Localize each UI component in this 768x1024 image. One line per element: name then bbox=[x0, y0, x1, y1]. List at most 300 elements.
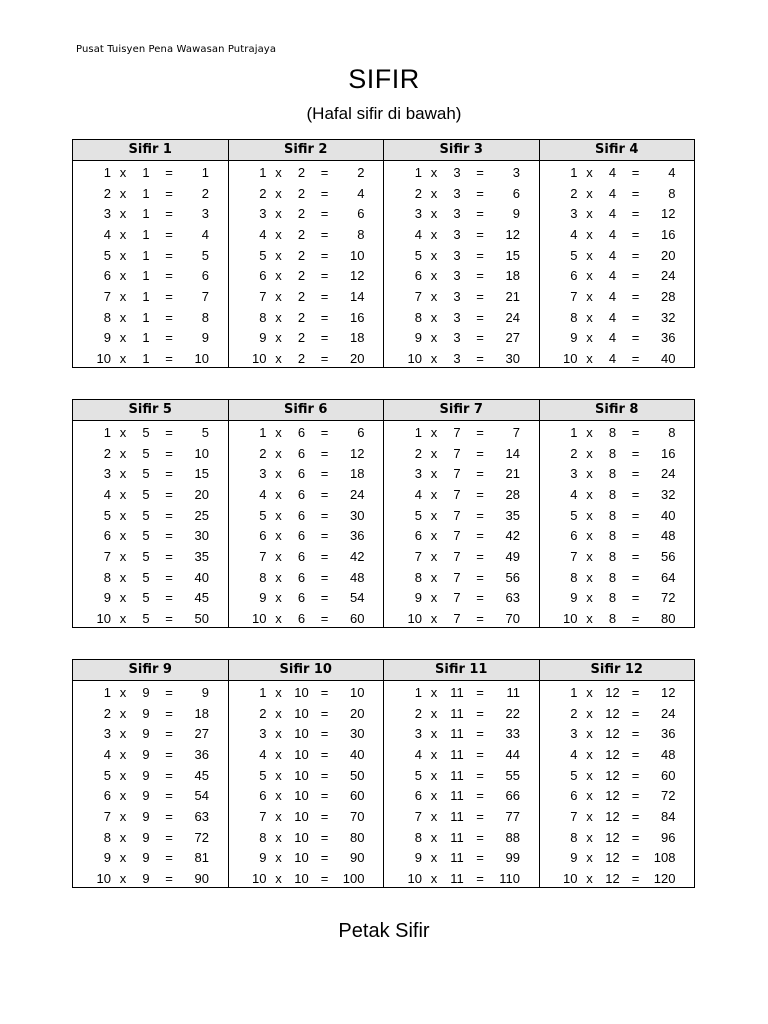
product: 8 bbox=[668, 424, 676, 440]
product: 15 bbox=[505, 247, 520, 263]
table-row bbox=[540, 525, 695, 546]
times-table-rows bbox=[540, 681, 695, 889]
multiplicand: 1 bbox=[142, 226, 150, 242]
table-row bbox=[229, 286, 384, 307]
multiplier: 1 bbox=[103, 684, 111, 700]
equals-sign: = bbox=[320, 788, 329, 804]
multiplicand: 9 bbox=[142, 767, 150, 783]
equals-sign: = bbox=[631, 507, 640, 523]
equals-sign: = bbox=[165, 569, 173, 585]
multiplier: 4 bbox=[570, 746, 578, 762]
times-sign: x bbox=[430, 351, 438, 367]
times-sign: x bbox=[586, 330, 593, 346]
times-sign: x bbox=[586, 611, 593, 627]
product: 35 bbox=[194, 548, 209, 564]
equals-sign: = bbox=[631, 684, 640, 700]
equals-sign: = bbox=[476, 850, 484, 866]
multiplicand: 10 bbox=[294, 705, 309, 721]
times-sign: x bbox=[430, 268, 438, 284]
product: 14 bbox=[350, 288, 365, 304]
page-title: SIFIR bbox=[348, 64, 420, 94]
multiplier: 4 bbox=[259, 226, 267, 242]
multiplicand: 5 bbox=[142, 486, 150, 502]
product: 6 bbox=[357, 206, 365, 222]
multiplicand: 9 bbox=[142, 726, 150, 742]
multiplicand: 12 bbox=[605, 871, 620, 887]
multiplier: 1 bbox=[103, 424, 111, 440]
equals-sign: = bbox=[476, 590, 484, 606]
product: 5 bbox=[201, 247, 209, 263]
multiplier: 6 bbox=[259, 528, 267, 544]
times-sign: x bbox=[275, 767, 282, 783]
table-row bbox=[540, 443, 695, 464]
multiplicand: 10 bbox=[294, 767, 309, 783]
product: 6 bbox=[201, 268, 209, 284]
multiplicand: 8 bbox=[608, 466, 617, 482]
table-row bbox=[384, 203, 539, 224]
product: 9 bbox=[512, 206, 520, 222]
table-row bbox=[229, 505, 384, 526]
multiplicand: 1 bbox=[142, 330, 150, 346]
times-sign: x bbox=[119, 445, 127, 461]
product: 40 bbox=[661, 507, 676, 523]
multiplicand: 7 bbox=[453, 590, 461, 606]
times-sign: x bbox=[586, 226, 593, 242]
product: 72 bbox=[194, 829, 209, 845]
multiplicand: 8 bbox=[608, 548, 617, 564]
multiplicand: 2 bbox=[297, 268, 306, 284]
equals-sign: = bbox=[631, 226, 640, 242]
table-row bbox=[73, 505, 228, 526]
times-sign: x bbox=[275, 466, 282, 482]
times-table-rows bbox=[229, 681, 384, 889]
equals-sign: = bbox=[320, 829, 329, 845]
times-table bbox=[229, 140, 385, 367]
equals-sign: = bbox=[476, 206, 484, 222]
product: 6 bbox=[357, 424, 365, 440]
product: 33 bbox=[505, 726, 520, 742]
product: 36 bbox=[350, 528, 365, 544]
times-sign: x bbox=[275, 351, 282, 367]
equals-sign: = bbox=[631, 206, 640, 222]
multiplier: 8 bbox=[570, 309, 578, 325]
multiplicand: 4 bbox=[608, 164, 617, 180]
multiplicand: 4 bbox=[608, 247, 617, 263]
times-sign: x bbox=[275, 288, 282, 304]
table-row bbox=[229, 203, 384, 224]
table-row bbox=[229, 848, 384, 869]
table-row bbox=[540, 703, 695, 724]
times-table-heading: Sifir 7 bbox=[384, 400, 539, 421]
equals-sign: = bbox=[631, 466, 640, 482]
table-row bbox=[229, 723, 384, 744]
multiplicand: 7 bbox=[453, 507, 461, 523]
multiplier: 7 bbox=[103, 808, 111, 824]
equals-sign: = bbox=[476, 829, 484, 845]
times-sign: x bbox=[119, 829, 127, 845]
table-row bbox=[384, 744, 539, 765]
product: 48 bbox=[350, 569, 365, 585]
product: 24 bbox=[661, 268, 676, 284]
multiplier: 9 bbox=[259, 330, 267, 346]
times-table-heading: Sifir 11 bbox=[384, 660, 539, 681]
multiplicand: 9 bbox=[142, 850, 150, 866]
product: 24 bbox=[350, 486, 365, 502]
multiplicand: 6 bbox=[297, 466, 306, 482]
table-row bbox=[540, 463, 695, 484]
times-sign: x bbox=[430, 611, 438, 627]
table-group-3 bbox=[72, 659, 695, 888]
multiplicand: 5 bbox=[142, 507, 150, 523]
product: 55 bbox=[505, 767, 520, 783]
multiplicand: 4 bbox=[608, 351, 617, 367]
times-sign: x bbox=[586, 548, 593, 564]
table-row bbox=[384, 848, 539, 869]
multiplier: 5 bbox=[103, 247, 111, 263]
table-row bbox=[73, 785, 228, 806]
equals-sign: = bbox=[320, 528, 329, 544]
equals-sign: = bbox=[631, 829, 640, 845]
equals-sign: = bbox=[476, 185, 484, 201]
equals-sign: = bbox=[320, 288, 329, 304]
table-row bbox=[540, 744, 695, 765]
table-row bbox=[229, 785, 384, 806]
equals-sign: = bbox=[631, 268, 640, 284]
multiplier: 1 bbox=[570, 684, 578, 700]
table-row bbox=[229, 348, 384, 369]
times-table-heading: Sifir 10 bbox=[229, 660, 384, 681]
times-sign: x bbox=[275, 247, 282, 263]
equals-sign: = bbox=[631, 611, 640, 627]
product: 42 bbox=[505, 528, 520, 544]
product: 4 bbox=[357, 185, 365, 201]
equals-sign: = bbox=[476, 808, 484, 824]
table-row bbox=[384, 183, 539, 204]
equals-sign: = bbox=[631, 330, 640, 346]
multiplier: 1 bbox=[414, 684, 422, 700]
multiplicand: 8 bbox=[608, 569, 617, 585]
times-sign: x bbox=[586, 767, 593, 783]
multiplier: 2 bbox=[259, 705, 267, 721]
multiplicand: 2 bbox=[297, 288, 306, 304]
product: 27 bbox=[505, 330, 520, 346]
table-row bbox=[73, 224, 228, 245]
table-row bbox=[540, 567, 695, 588]
multiplicand: 5 bbox=[142, 466, 150, 482]
table-row bbox=[384, 525, 539, 546]
times-sign: x bbox=[430, 486, 438, 502]
times-sign: x bbox=[586, 871, 593, 887]
multiplier: 10 bbox=[96, 351, 111, 367]
multiplier: 3 bbox=[414, 206, 422, 222]
multiplicand: 9 bbox=[142, 788, 150, 804]
equals-sign: = bbox=[165, 309, 173, 325]
times-sign: x bbox=[275, 185, 282, 201]
table-row bbox=[384, 765, 539, 786]
table-row bbox=[229, 608, 384, 629]
table-row bbox=[229, 328, 384, 349]
times-sign: x bbox=[430, 569, 438, 585]
multiplier: 6 bbox=[103, 788, 111, 804]
table-row bbox=[229, 265, 384, 286]
multiplicand: 3 bbox=[453, 309, 461, 325]
table-row bbox=[73, 307, 228, 328]
table-row bbox=[540, 868, 695, 889]
table-row bbox=[229, 682, 384, 703]
times-sign: x bbox=[430, 445, 438, 461]
multiplier: 2 bbox=[259, 445, 267, 461]
multiplicand: 7 bbox=[453, 486, 461, 502]
table-row bbox=[73, 245, 228, 266]
multiplicand: 2 bbox=[297, 247, 306, 263]
equals-sign: = bbox=[631, 808, 640, 824]
multiplicand: 10 bbox=[294, 850, 309, 866]
multiplier: 1 bbox=[570, 424, 578, 440]
multiplicand: 10 bbox=[294, 829, 309, 845]
table-row bbox=[384, 806, 539, 827]
multiplier: 6 bbox=[570, 528, 578, 544]
times-sign: x bbox=[119, 528, 127, 544]
table-row bbox=[73, 265, 228, 286]
equals-sign: = bbox=[476, 611, 484, 627]
product: 45 bbox=[194, 767, 209, 783]
multiplier: 8 bbox=[414, 829, 422, 845]
times-sign: x bbox=[430, 507, 438, 523]
product: 60 bbox=[350, 611, 365, 627]
multiplicand: 5 bbox=[142, 590, 150, 606]
multiplicand: 3 bbox=[453, 164, 461, 180]
multiplier: 1 bbox=[259, 164, 267, 180]
times-sign: x bbox=[586, 486, 593, 502]
table-row bbox=[73, 682, 228, 703]
product: 96 bbox=[661, 829, 676, 845]
multiplicand: 3 bbox=[453, 288, 461, 304]
times-sign: x bbox=[586, 247, 593, 263]
multiplier: 9 bbox=[570, 850, 578, 866]
equals-sign: = bbox=[631, 164, 640, 180]
multiplicand: 11 bbox=[450, 850, 464, 866]
table-row bbox=[73, 806, 228, 827]
multiplicand: 8 bbox=[608, 528, 617, 544]
table-row bbox=[384, 868, 539, 889]
equals-sign: = bbox=[631, 726, 640, 742]
times-table bbox=[229, 400, 385, 627]
multiplicand: 7 bbox=[453, 548, 461, 564]
equals-sign: = bbox=[320, 569, 329, 585]
multiplier: 3 bbox=[103, 726, 111, 742]
equals-sign: = bbox=[631, 445, 640, 461]
equals-sign: = bbox=[320, 705, 329, 721]
product: 40 bbox=[350, 746, 365, 762]
product: 110 bbox=[499, 871, 520, 887]
multiplicand: 4 bbox=[608, 309, 617, 325]
multiplier: 10 bbox=[252, 871, 267, 887]
multiplicand: 5 bbox=[142, 424, 150, 440]
product: 32 bbox=[661, 486, 676, 502]
table-row bbox=[73, 286, 228, 307]
multiplicand: 3 bbox=[453, 226, 461, 242]
multiplier: 6 bbox=[570, 268, 578, 284]
times-sign: x bbox=[586, 850, 593, 866]
multiplicand: 12 bbox=[605, 684, 620, 700]
multiplier: 2 bbox=[103, 185, 111, 201]
multiplicand: 11 bbox=[450, 684, 464, 700]
product: 4 bbox=[668, 164, 676, 180]
equals-sign: = bbox=[320, 726, 329, 742]
multiplier: 1 bbox=[414, 164, 422, 180]
product: 77 bbox=[505, 808, 520, 824]
multiplier: 3 bbox=[570, 466, 578, 482]
multiplicand: 2 bbox=[297, 309, 306, 325]
product: 108 bbox=[653, 850, 676, 866]
multiplicand: 6 bbox=[297, 590, 306, 606]
times-sign: x bbox=[430, 185, 438, 201]
multiplicand: 5 bbox=[142, 569, 150, 585]
equals-sign: = bbox=[631, 548, 640, 564]
multiplier: 9 bbox=[259, 590, 267, 606]
equals-sign: = bbox=[631, 590, 640, 606]
equals-sign: = bbox=[320, 351, 329, 367]
multiplier: 6 bbox=[103, 528, 111, 544]
equals-sign: = bbox=[320, 268, 329, 284]
multiplier: 7 bbox=[414, 808, 422, 824]
product: 48 bbox=[661, 528, 676, 544]
times-sign: x bbox=[586, 268, 593, 284]
times-sign: x bbox=[586, 829, 593, 845]
multiplicand: 10 bbox=[294, 746, 309, 762]
times-sign: x bbox=[430, 684, 438, 700]
times-table-heading: Sifir 8 bbox=[540, 400, 695, 421]
equals-sign: = bbox=[165, 548, 173, 564]
product: 18 bbox=[350, 330, 365, 346]
times-table-rows bbox=[229, 161, 384, 369]
equals-sign: = bbox=[165, 486, 173, 502]
times-table-rows bbox=[384, 681, 539, 889]
equals-sign: = bbox=[476, 528, 484, 544]
multiplicand: 7 bbox=[453, 528, 461, 544]
product: 9 bbox=[201, 330, 209, 346]
table-row bbox=[384, 265, 539, 286]
equals-sign: = bbox=[165, 684, 173, 700]
product: 16 bbox=[661, 226, 676, 242]
table-row bbox=[73, 525, 228, 546]
equals-sign: = bbox=[165, 829, 173, 845]
table-row bbox=[540, 245, 695, 266]
product: 8 bbox=[357, 226, 365, 242]
multiplicand: 1 bbox=[142, 309, 150, 325]
times-sign: x bbox=[275, 569, 282, 585]
multiplier: 10 bbox=[252, 611, 267, 627]
product: 10 bbox=[350, 684, 365, 700]
table-row bbox=[73, 443, 228, 464]
times-sign: x bbox=[586, 569, 593, 585]
times-sign: x bbox=[275, 445, 282, 461]
multiplicand: 1 bbox=[142, 206, 150, 222]
equals-sign: = bbox=[631, 351, 640, 367]
table-row bbox=[540, 224, 695, 245]
times-sign: x bbox=[430, 808, 438, 824]
table-row bbox=[229, 463, 384, 484]
multiplicand: 1 bbox=[142, 247, 150, 263]
product: 6 bbox=[512, 185, 520, 201]
multiplier: 2 bbox=[414, 445, 422, 461]
multiplier: 5 bbox=[103, 507, 111, 523]
table-row bbox=[73, 463, 228, 484]
multiplicand: 4 bbox=[608, 268, 617, 284]
times-table bbox=[540, 660, 695, 887]
times-sign: x bbox=[119, 507, 127, 523]
table-row bbox=[384, 307, 539, 328]
multiplicand: 1 bbox=[142, 288, 150, 304]
equals-sign: = bbox=[320, 206, 329, 222]
equals-sign: = bbox=[631, 569, 640, 585]
product: 63 bbox=[505, 590, 520, 606]
multiplier: 10 bbox=[96, 871, 111, 887]
table-row bbox=[540, 307, 695, 328]
times-sign: x bbox=[119, 486, 127, 502]
multiplier: 8 bbox=[103, 829, 111, 845]
multiplier: 6 bbox=[414, 788, 422, 804]
footer-caption: Petak Sifir bbox=[338, 920, 430, 942]
multiplicand: 12 bbox=[605, 788, 620, 804]
multiplier: 7 bbox=[570, 548, 578, 564]
times-table bbox=[384, 140, 540, 367]
times-sign: x bbox=[119, 288, 127, 304]
product: 12 bbox=[350, 445, 365, 461]
times-sign: x bbox=[119, 569, 127, 585]
product: 44 bbox=[505, 746, 520, 762]
multiplier: 8 bbox=[259, 829, 267, 845]
multiplier: 8 bbox=[570, 829, 578, 845]
table-row bbox=[540, 505, 695, 526]
multiplicand: 12 bbox=[605, 746, 620, 762]
multiplier: 4 bbox=[259, 486, 267, 502]
multiplier: 7 bbox=[259, 288, 267, 304]
times-sign: x bbox=[275, 268, 282, 284]
multiplicand: 2 bbox=[297, 330, 306, 346]
times-sign: x bbox=[430, 466, 438, 482]
equals-sign: = bbox=[476, 247, 484, 263]
equals-sign: = bbox=[320, 445, 329, 461]
times-sign: x bbox=[275, 528, 282, 544]
table-row bbox=[229, 546, 384, 567]
times-sign: x bbox=[586, 185, 593, 201]
table-row bbox=[540, 765, 695, 786]
equals-sign: = bbox=[165, 424, 173, 440]
multiplier: 3 bbox=[570, 206, 578, 222]
equals-sign: = bbox=[165, 871, 173, 887]
times-sign: x bbox=[275, 548, 282, 564]
product: 8 bbox=[668, 185, 676, 201]
table-row bbox=[384, 546, 539, 567]
multiplicand: 9 bbox=[142, 808, 150, 824]
table-row bbox=[229, 422, 384, 443]
table-row bbox=[229, 868, 384, 889]
product: 72 bbox=[661, 788, 676, 804]
table-row bbox=[384, 224, 539, 245]
table-row bbox=[384, 608, 539, 629]
table-row bbox=[540, 422, 695, 443]
product: 11 bbox=[506, 684, 520, 700]
equals-sign: = bbox=[165, 528, 173, 544]
product: 36 bbox=[661, 726, 676, 742]
equals-sign: = bbox=[165, 767, 173, 783]
equals-sign: = bbox=[476, 569, 484, 585]
product: 36 bbox=[194, 746, 209, 762]
equals-sign: = bbox=[320, 548, 329, 564]
equals-sign: = bbox=[320, 808, 329, 824]
multiplicand: 11 bbox=[450, 788, 464, 804]
